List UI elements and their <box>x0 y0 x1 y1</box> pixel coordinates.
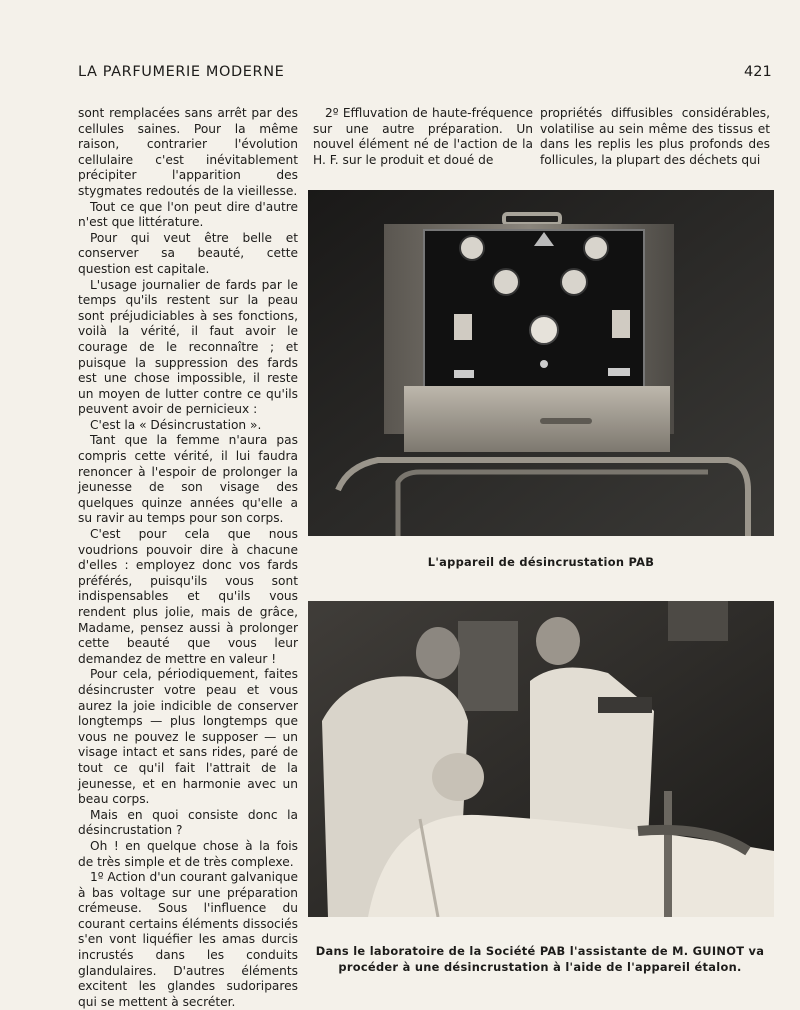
text-column-middle <box>313 106 533 168</box>
running-head: LA PARFUMERIE MODERNE <box>78 64 285 80</box>
paragraph: L'usage journalier de fards par le temps qu'ils restent sur la peau sont préjudiciables à ses fonctions, voilà la vérité, il faut avoir le courage de le reconnaître ; et puisque la suppression des fards est une chose impossible, il reste un moyen de lutter contre ce qu'ils peuvent avoir de pernicieux : <box>78 277 298 417</box>
paragraph: 1º Action d'un courant galvanique à bas voltage sur une préparation crémeuse. Sous l'influence du courant certains éléments dissociés s'en vont liquéfier les amas durcis incrustés dans les conduits glandulaires. D'autres éléments excitent les glandes sudoripares qui se mettent à secréter. <box>78 870 298 1009</box>
page-number: 421 <box>744 64 772 80</box>
paragraph: C'est la « Désincrustation ». <box>90 417 262 432</box>
paragraph: Pour qui veut être belle et conserver sa beauté, cette question est capitale. <box>78 230 298 276</box>
apparatus-photo <box>308 190 774 536</box>
figure-caption: L'appareil de désincrustation PAB <box>427 555 655 569</box>
laboratory-illustration <box>308 601 774 917</box>
paragraph: Mais en quoi consiste donc la désincrustation ? <box>78 807 298 838</box>
paragraph: Oh ! en quelque chose à la fois de très simple et de très complexe. <box>78 838 298 869</box>
text-column-left <box>78 106 298 1010</box>
laboratory-photo <box>308 601 774 917</box>
paragraph: C'est pour cela que nous voudrions pouvoir dire à chacune d'elles : employez donc vos fards préférés, puisqu'ils vous sont indispensables et qu'ils vous rendent plus jolie, mais de grâce, Madame, pensez aussi à prolonger cette beauté que vous leur demandez de mettre en valeur ! <box>78 527 298 666</box>
apparatus-illustration <box>308 190 774 536</box>
paragraph: 2º Effluvation de haute-fréquence sur une autre préparation. Un nouvel élément né de l'action de la H. F. sur le produit et doué de <box>313 106 533 167</box>
paragraph: sont remplacées sans arrêt par des cellules saines. Pour la même raison, contrarier l'évolution cellulaire c'est inévitablement précipiter l'apparition des stygmates redoutés de la vieillesse. <box>78 106 298 198</box>
paragraph: Tant que la femme n'aura pas compris cette vérité, il lui faudra renoncer à l'espoir de prolonger la jeunesse de son visage des quelques quinze années qu'elle a su ravir au temps pour son corps. <box>78 433 298 526</box>
paragraph: Pour cela, périodiquement, faites désincruster votre peau et vous aurez la joie indicible de conserver longtemps — plus longtemps que vous ne pouvez le supposer — un visage intact et sans rides, paré de tout ce qu'il fait l'attrait de la jeunesse, et en harmonie avec un beau corps. <box>78 667 298 807</box>
paragraph: propriétés diffusibles considérables, volatilise au sein même des tissus et dans les replis les plus profonds des follicules, la plupart des déchets qui <box>540 106 770 167</box>
paragraph: Tout ce que l'on peut dire d'autre n'est que littérature. <box>78 199 298 230</box>
text-column-right <box>540 106 770 168</box>
figure-caption: Dans le laboratoire de la Société PAB l'assistante de M. GUINOT va procéder à une désincrustation à l'aide de l'appareil étalon. <box>315 944 765 974</box>
